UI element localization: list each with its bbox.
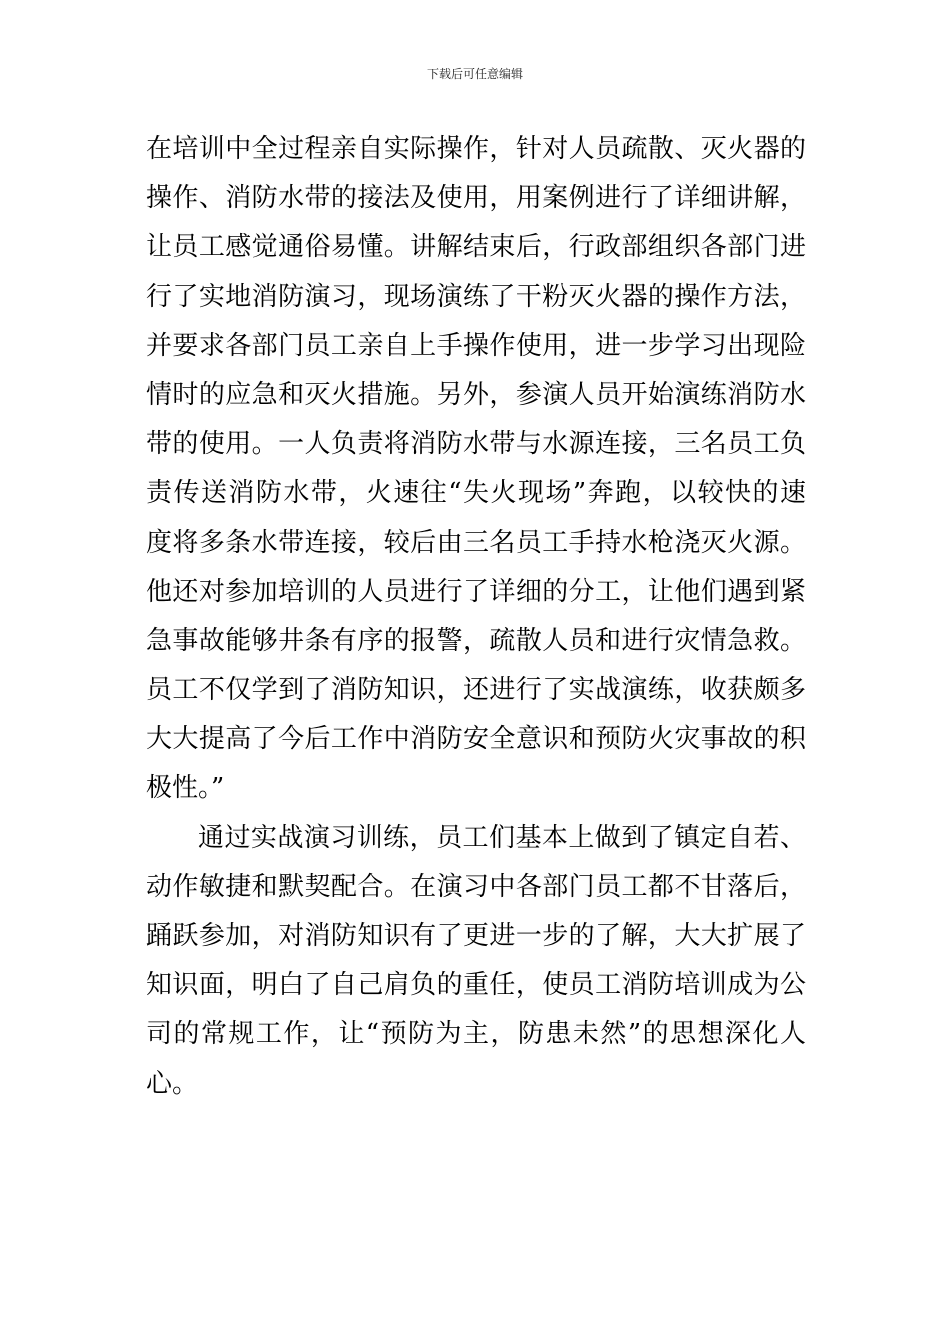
text-line: 极性。” [146, 773, 225, 804]
text-line: 操作、消防水带的接法及使用，用案例进行了详细讲解， [146, 183, 806, 214]
page-header: 下载后可任意编辑 [426, 67, 523, 81]
text-line: 通过实战演习训练，员工们基本上做到了镇定自若、 [198, 822, 806, 853]
text-line: 急事故能够井条有序的报警，疏散人员和进行灾情急救。 [146, 625, 806, 656]
text-line: 带的使用。一人负责将消防水带与水源连接，三名员工负 [146, 429, 806, 460]
text-line: 动作敏捷和默契配合。在演习中各部门员工都不甘落后， [146, 871, 806, 902]
paragraph-1 [146, 125, 806, 814]
text-line: 知识面，明白了自己肩负的重任，使员工消防培训成为公 [146, 970, 806, 1001]
text-line: 度将多条水带连接，较后由三名员工手持水枪浇灭火源。 [146, 527, 806, 558]
text-line: 在培训中全过程亲自实际操作，针对人员疏散、灭火器的 [146, 134, 806, 164]
text-line: 员工不仅学到了消防知识，还进行了实战演练，收获颇多 [146, 675, 806, 706]
text-line: 责传送消防水带，火速往“失火现场”奔跑，以较快的速 [146, 478, 806, 509]
paragraph-2 [146, 814, 806, 1109]
text-line: 大大提高了今后工作中消防安全意识和预防火灾事故的积 [146, 724, 806, 755]
text-line: 让员工感觉通俗易懂。讲解结束后，行政部组织各部门进 [146, 232, 806, 263]
text-line: 司的常规工作，让“预防为主，防患未然”的思想深化人 [146, 1019, 806, 1050]
text-line: 并要求各部门员工亲自上手操作使用，进一步学习出现险 [146, 330, 806, 361]
body-text [146, 125, 806, 1109]
text-line: 心。 [146, 1068, 199, 1099]
text-line: 踊跃参加，对消防知识有了更进一步的了解，大大扩展了 [146, 921, 806, 951]
text-line: 他还对参加培训的人员进行了详细的分工，让他们遇到紧 [146, 576, 806, 607]
text-line: 行了实地消防演习，现场演练了干粉灭火器的操作方法， [146, 281, 806, 312]
text-line: 情时的应急和灭火措施。另外，参演人员开始演练消防水 [146, 379, 806, 410]
